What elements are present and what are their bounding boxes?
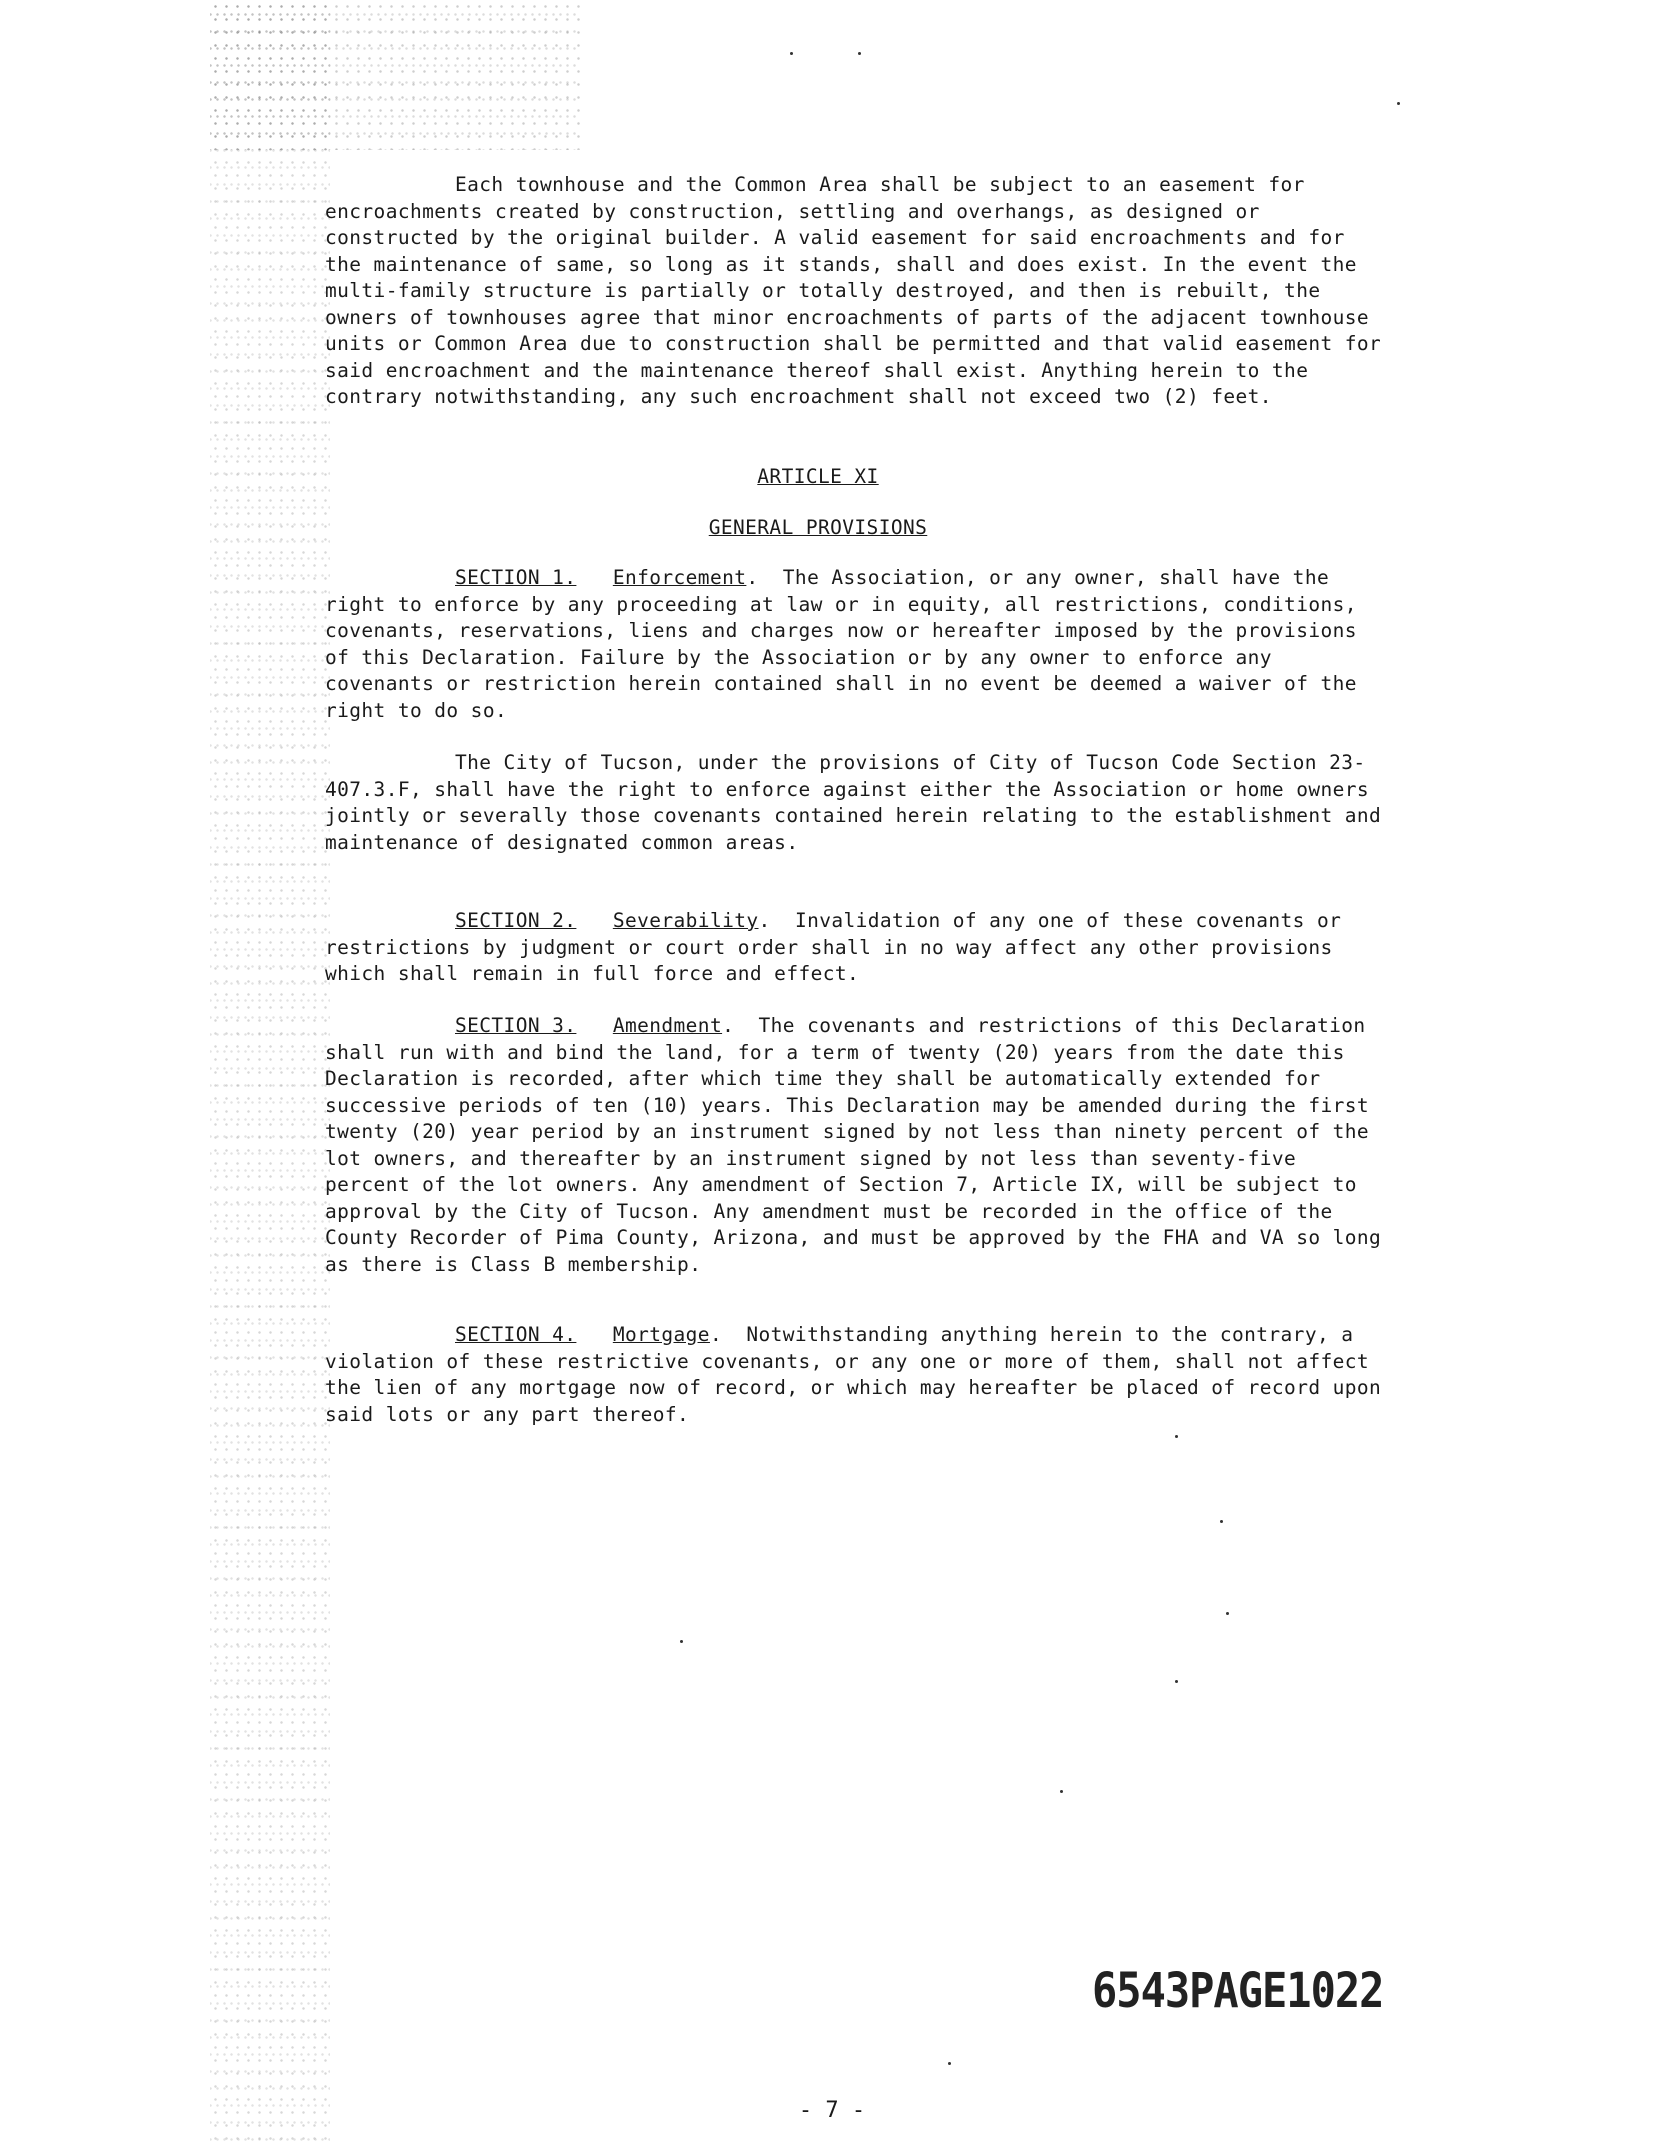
section-3-label: SECTION 3. bbox=[455, 1014, 577, 1037]
section-3-paragraph: SECTION 3. Amendment. The covenants and restrictions of this Declaration shall run with and bind the land, for a term of twenty (20) years from the date this Declaration is recorded, after which time they shall be automatically extended for successive periods of ten (10) years. This Declaration may be amended during the first twenty (20) year period by an instrument signed by not less than ninety percent of the lot owners, and thereafter by an instrument signed by not less than seventy-five percent of the lot owners. Any amendment of Section 7, Article IX, will be subject to approval by the City of Tucson. Any amendment must be recorded in the office of the County Recorder of Pima County, Arizona, and must be approved by the FHA and VA so long as there is Class B membership. bbox=[325, 1014, 1382, 1276]
easement-text: Each townhouse and the Common Area shall be subject to an easement for encroachments created by construction, settling and overhangs, as designed or constructed by the original builder. A valid easement for said encroachments and for the maintenance of same, so long as it stands, shall and does exist. In the event the multi-family structure is partially or totally destroyed, and then is rebuilt, the owners of townhouses agree that minor encroachments of parts of the adjacent townhouse units or Common Area due to construction shall be permitted and that valid easement for said encroachment and the maintenance thereof shall exist. Anything herein to the contrary notwithstanding, any such encroachment shall not exceed two (2) feet. bbox=[325, 173, 1382, 408]
section-3-text: The covenants and restrictions of this Declaration shall run with and bind the land, for a term of twenty (20) years from the date this Declaration is recorded, after which time they shall be automatically extended for successive periods of ten (10) years. This Declaration may be amended during the first twenty (20) year period by an instrument signed by not less than ninety percent of the lot owners, and thereafter by an instrument signed by not less than seventy-five percent of the lot owners. Any amendment of Section 7, Article IX, will be subject to approval by the City of Tucson. Any amendment must be recorded in the office of the County Recorder of Pima County, Arizona, and must be approved by the FHA and VA so long as there is Class B membership. bbox=[325, 1014, 1382, 1276]
section-4-heading: Mortgage bbox=[612, 1323, 710, 1346]
section-1-label: SECTION 1. bbox=[455, 566, 577, 589]
scan-speck bbox=[1175, 1435, 1178, 1438]
scan-speck bbox=[858, 52, 861, 55]
article-title: ARTICLE XI bbox=[757, 465, 879, 488]
section-4-label: SECTION 4. bbox=[455, 1323, 577, 1346]
scan-speck bbox=[1220, 1520, 1223, 1523]
section-3-heading: Amendment bbox=[612, 1014, 723, 1037]
section-2-heading: Severability bbox=[612, 909, 759, 932]
section-2-text: Invalidation of any one of these covenants or restrictions by judgment or court order shall in no way affect any other provisions which shall remain in full force and effect. bbox=[325, 909, 1342, 985]
scan-speck bbox=[1060, 1790, 1063, 1793]
scan-noise-left-edge bbox=[210, 0, 330, 2144]
section-1-heading: Enforcement bbox=[612, 566, 747, 589]
scan-speck bbox=[1397, 102, 1400, 105]
recording-stamp: 6543PAGE1022 bbox=[1092, 1962, 1384, 2019]
section-2-label: SECTION 2. bbox=[455, 909, 577, 932]
page-number: - 7 - bbox=[798, 2098, 866, 2123]
scan-speck bbox=[790, 52, 793, 55]
section-4-text: Notwithstanding anything herein to the contrary, a violation of these restrictive covenants, or any one or more of them, shall not affect the lien of any mortgage now of record, or which may hereafter be placed of record upon said lots or any part thereof. bbox=[325, 1323, 1382, 1426]
tucson-paragraph bbox=[325, 750, 1385, 856]
scan-speck bbox=[1226, 1612, 1229, 1615]
article-subtitle: GENERAL PROVISIONS bbox=[708, 516, 928, 539]
section-1-text: The Association, or any owner, shall have the right to enforce by any proceeding at law or in equity, all restrictions, conditions, covenants, reservations, liens and charges now or hereafter imposed by the provisions of this Declaration. Failure by the Association or by any owner to enforce any covenants or restriction herein contained shall in no event be deemed a waiver of the right to do so. bbox=[325, 566, 1357, 722]
section-2-paragraph: SECTION 2. Severability. Invalidation of any one of these covenants or restrictions by judgment or court order shall in no way affect any other provisions which shall remain in full force and effect. bbox=[325, 909, 1342, 985]
scan-speck bbox=[948, 2062, 951, 2065]
scan-speck bbox=[680, 1640, 683, 1643]
section-4-paragraph: SECTION 4. Mortgage. Notwithstanding anything herein to the contrary, a violation of these restrictive covenants, or any one or more of them, shall not affect the lien of any mortgage now of record, or which may hereafter be placed of record upon said lots or any part thereof. bbox=[325, 1323, 1382, 1426]
scan-noise-top bbox=[210, 0, 580, 150]
easement-paragraph bbox=[325, 172, 1385, 411]
section-1-paragraph: SECTION 1. Enforcement. The Association, or any owner, shall have the right to enforce by any proceeding at law or in equity, all restrictions, conditions, covenants, reservations, liens and charges now or hereafter imposed by the provisions of this Declaration. Failure by the Association or by any owner to enforce any covenants or restriction herein contained shall in no event be deemed a waiver of the right to do so. bbox=[325, 566, 1357, 722]
tucson-text: The City of Tucson, under the provisions of City of Tucson Code Section 23-407.3.F, shall have the right to enforce against either the Association or home owners jointly or severally those covenants contained herein relating to the establishment and maintenance of designated common areas. bbox=[325, 751, 1382, 854]
scan-speck bbox=[1175, 1680, 1178, 1683]
